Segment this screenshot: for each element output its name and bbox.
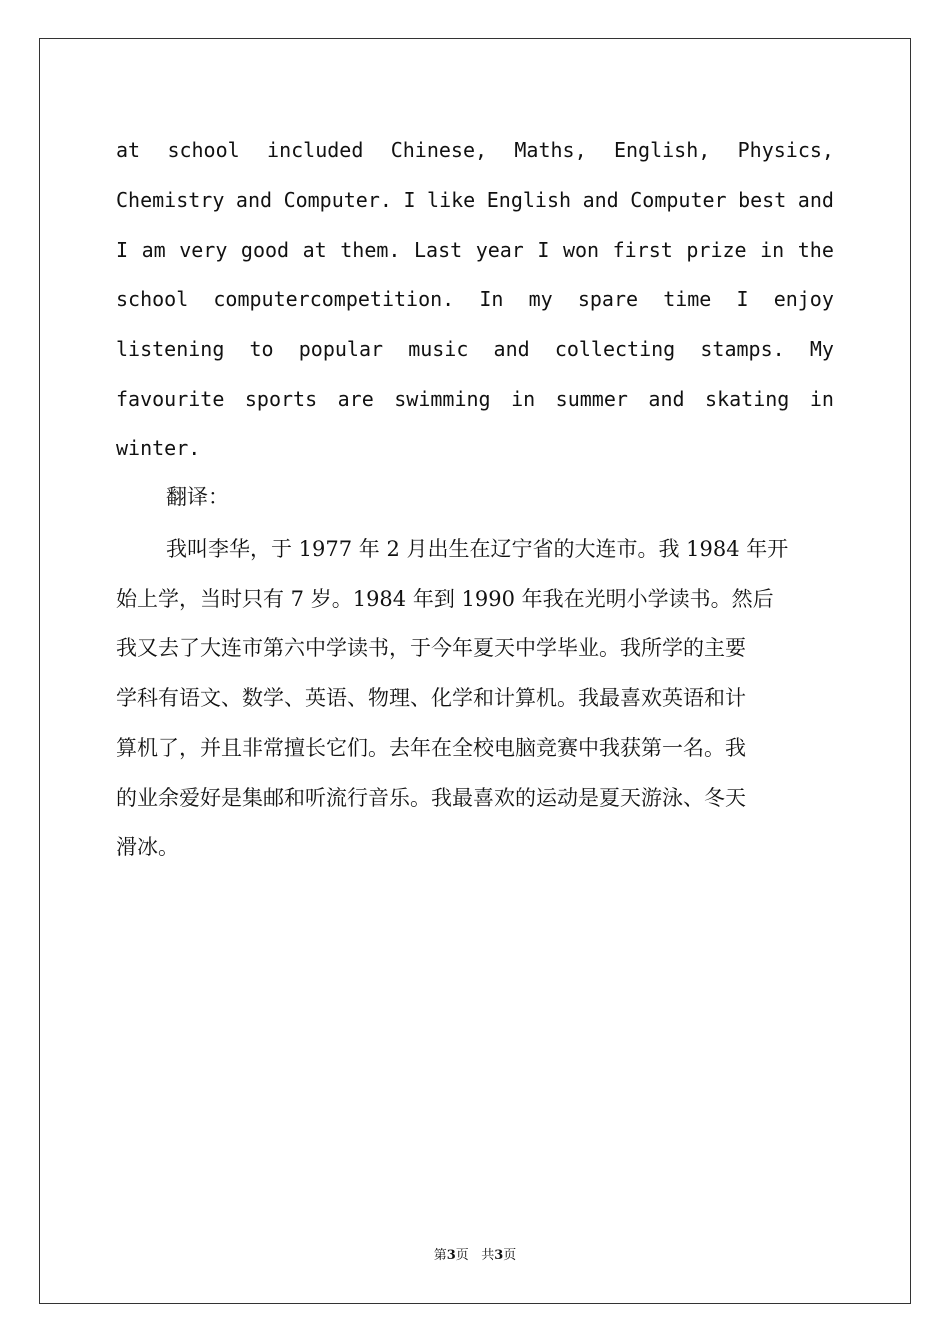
english-word: Chemistry [116,188,225,212]
english-word: school [167,138,240,162]
english-word: and [648,387,685,411]
english-word: summer [555,387,628,411]
english-word: very [179,238,228,262]
english-line [116,387,834,411]
english-word: included [267,138,364,162]
english-word: English, [613,138,711,162]
english-word: first [612,238,673,262]
english-word: year [475,238,524,262]
english-word: at [302,238,327,262]
english-word: I [116,238,129,262]
english-word: in [760,238,785,262]
english-word: In [479,287,504,311]
english-word: I [537,238,550,262]
english-word: the [797,238,834,262]
english-word: my [528,287,553,311]
total-number: 3 [494,1248,504,1263]
english-word: and [235,188,273,212]
english-word: favourite [116,387,225,411]
english-word: Computer. [283,188,392,212]
page-suffix: 页 [455,1248,469,1263]
english-word: at [116,138,141,162]
chinese-line: 始上学，当时只有 7 岁。1984 年到 1990 年我在光明小学读书。然后 [116,587,774,611]
english-word: My [809,337,834,361]
english-word: stamps. [700,337,785,361]
chinese-line: 我叫李华，于 1977 年 2 月出生在辽宁省的大连市。我 1984 年开 [166,537,789,561]
english-word: won [562,238,600,262]
english-word: spare [577,287,639,311]
page-footer [0,1247,950,1265]
english-word: winter. [116,436,201,460]
english-word: to [249,337,274,361]
english-word: popular [298,337,384,361]
translation-heading: 翻译： [166,485,229,509]
chinese-line: 我又去了大连市第六中学读书，于今年夏天中学毕业。我所学的主要 [116,636,746,660]
english-line [116,436,834,460]
english-word: are [337,387,374,411]
english-word: English [486,188,572,212]
english-word: school [116,287,189,311]
page-border [39,38,911,1304]
english-word: and [582,188,619,212]
english-word: music [408,337,469,361]
english-word: I [403,188,416,212]
english-word: swimming [394,387,491,411]
english-line [116,188,834,212]
english-word: and [493,337,530,361]
english-word: good [240,238,290,262]
english-word: Physics, [737,138,834,162]
total-suffix: 页 [503,1248,517,1263]
english-word: skating [705,387,790,411]
english-word: am [141,238,166,262]
english-word: I [736,287,749,311]
total-prefix: 共 [481,1248,495,1263]
english-word: collecting [554,337,676,361]
english-line [116,238,834,262]
english-word: computercompetition. [213,287,455,311]
english-word: in [809,387,834,411]
english-word: and [797,188,834,212]
page-number: 3 [446,1248,456,1263]
chinese-line: 滑冰。 [116,835,179,859]
english-line [116,337,834,361]
english-word: Computer [630,188,727,212]
english-word: Maths, [514,138,587,162]
english-word: Chinese, [390,138,488,162]
page-prefix: 第 [433,1248,447,1263]
english-word: like [427,188,476,212]
english-word: them. [340,238,401,262]
english-word: enjoy [773,287,834,311]
english-word: best [738,188,787,212]
english-word: in [511,387,536,411]
chinese-line: 学科有语文、数学、英语、物理、化学和计算机。我最喜欢英语和计 [116,686,746,710]
english-line [116,138,834,162]
english-line [116,287,834,311]
chinese-line: 的业余爱好是集邮和听流行音乐。我最喜欢的运动是夏天游泳、冬天 [116,786,746,810]
english-word: time [663,287,712,311]
english-word: Last [413,238,463,262]
english-word: sports [244,387,318,411]
english-word: listening [116,337,225,361]
english-word: prize [686,238,747,262]
chinese-line: 算机了，并且非常擅长它们。去年在全校电脑竞赛中我获第一名。我 [116,736,746,760]
